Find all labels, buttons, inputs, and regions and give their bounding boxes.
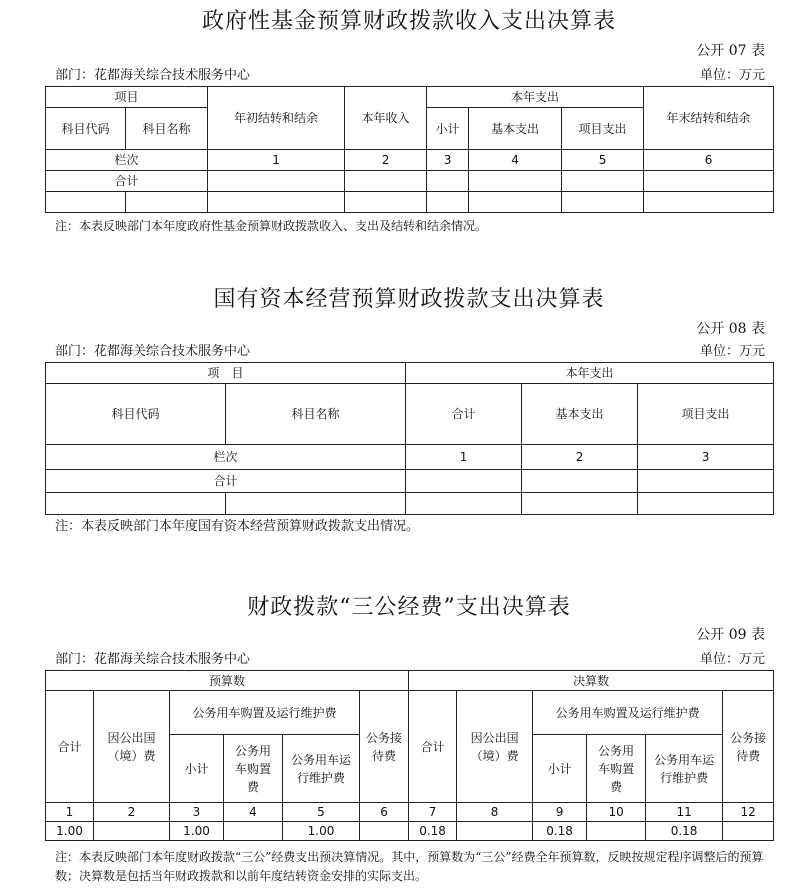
t09-header-budget: 预算数 xyxy=(46,671,409,691)
table09 xyxy=(45,670,774,841)
table07-unit: 单位：万元 xyxy=(699,68,765,83)
t09-header-total: 合计 xyxy=(409,691,457,803)
t09-header-subtotal: 小计 xyxy=(533,735,587,803)
t09-value xyxy=(360,822,409,841)
table09-section xyxy=(45,586,773,890)
table09-title: 财政拨款“三公经费”支出决算表 xyxy=(247,595,571,620)
t08-header-expense: 本年支出 xyxy=(406,363,774,384)
table08-section xyxy=(45,278,773,538)
t09-value: 0.18 xyxy=(533,822,587,841)
t09-col-num: 12 xyxy=(723,803,774,822)
t09-value: 1.00 xyxy=(283,822,360,841)
t08-header-item: 项 目 xyxy=(46,363,406,384)
t09-col-num: 3 xyxy=(170,803,224,822)
table08-note: 注：本表反映部门本年度国有资本经营预算财政拨款支出情况。 xyxy=(55,519,420,534)
t09-header-operation: 公务用车运行维护费 xyxy=(283,735,360,803)
t08-cell xyxy=(522,493,638,515)
table07 xyxy=(45,86,774,213)
t08-cell xyxy=(406,470,522,493)
t09-header-final: 决算数 xyxy=(409,671,774,691)
t07-header-ending: 年末结转和结余 xyxy=(644,87,774,150)
t09-value: 1.00 xyxy=(170,822,224,841)
t08-cell xyxy=(46,493,226,515)
table07-note: 注：本表反映部门本年度政府性基金预算财政拨款收入、支出及结转和结余情况。 xyxy=(55,219,488,233)
t09-col-num: 9 xyxy=(533,803,587,822)
table09-unit: 单位：万元 xyxy=(699,652,765,667)
t09-value: 1.00 xyxy=(46,822,94,841)
t09-col-num: 1 xyxy=(46,803,94,822)
t09-col-num: 2 xyxy=(94,803,170,822)
t09-col-num: 7 xyxy=(409,803,457,822)
t07-cell xyxy=(469,192,562,213)
t09-col-num: 6 xyxy=(360,803,409,822)
t08-header-basic: 基本支出 xyxy=(522,384,638,445)
t08-col-label: 栏次 xyxy=(46,445,406,470)
t07-header-item: 项目 xyxy=(46,87,208,108)
t07-col-num: 2 xyxy=(345,150,427,171)
t07-cell xyxy=(562,192,644,213)
t09-header-abroad: 因公出国（境）费 xyxy=(94,691,170,803)
t08-total-label: 合计 xyxy=(46,470,406,493)
t08-col-num: 3 xyxy=(638,445,774,470)
t07-cell xyxy=(469,171,562,192)
t07-header-expense: 本年支出 xyxy=(427,87,644,108)
t07-cell xyxy=(427,192,469,213)
t09-value xyxy=(224,822,283,841)
t09-col-num: 4 xyxy=(224,803,283,822)
t07-cell xyxy=(427,171,469,192)
t09-value xyxy=(587,822,646,841)
t07-cell xyxy=(644,171,774,192)
t07-header-subtotal: 小计 xyxy=(427,108,469,150)
t09-header-vehicle: 公务用车购置及运行维护费 xyxy=(170,691,360,735)
table07-section xyxy=(45,0,773,240)
t07-col-label: 栏次 xyxy=(46,150,208,171)
table09-department: 部门：花都海关综合技术服务中心 xyxy=(55,652,251,667)
table08-form-no: 公开 08 表 xyxy=(696,321,765,337)
t07-header-project: 项目支出 xyxy=(562,108,644,150)
t08-header-total: 合计 xyxy=(406,384,522,445)
t07-cell xyxy=(208,192,345,213)
table09-note: 注：本表反映部门本年度财政拨款“三公”经费支出预决算情况。其中，预算数为“三公”经费全年预算数，反映按规定程序调整后的预算数；决算数是包括当年财政拨款和以前年度结转资金安排的实际支出。 xyxy=(55,850,764,883)
t09-header-abroad: 因公出国（境）费 xyxy=(457,691,533,803)
table08-title: 国有资本经营预算财政拨款支出决算表 xyxy=(213,287,605,312)
t07-header-income: 本年收入 xyxy=(345,87,427,150)
t09-value xyxy=(94,822,170,841)
t09-value: 0.18 xyxy=(409,822,457,841)
t08-header-code: 科目代码 xyxy=(46,384,226,445)
t09-header-vehicle: 公务用车购置及运行维护费 xyxy=(533,691,723,735)
t07-cell xyxy=(644,192,774,213)
t09-col-num: 8 xyxy=(457,803,533,822)
t08-header-name: 科目名称 xyxy=(226,384,406,445)
table09-form-no: 公开 09 表 xyxy=(696,627,765,643)
table07-form-no: 公开 07 表 xyxy=(696,43,765,59)
t07-cell xyxy=(46,192,126,213)
t09-header-subtotal: 小计 xyxy=(170,735,224,803)
table08-unit: 单位：万元 xyxy=(699,344,765,359)
t08-cell xyxy=(522,470,638,493)
t09-value: 0.18 xyxy=(646,822,723,841)
t09-col-num: 5 xyxy=(283,803,360,822)
t08-cell xyxy=(638,470,774,493)
t08-cell xyxy=(406,493,522,515)
t07-col-num: 1 xyxy=(208,150,345,171)
t09-value xyxy=(723,822,774,841)
t08-header-project: 项目支出 xyxy=(638,384,774,445)
t07-header-basic: 基本支出 xyxy=(469,108,562,150)
t07-cell xyxy=(562,171,644,192)
t07-header-beginning: 年初结转和结余 xyxy=(208,87,345,150)
table08 xyxy=(45,362,774,515)
t08-cell xyxy=(226,493,406,515)
t09-col-num: 10 xyxy=(587,803,646,822)
t09-header-operation: 公务用车运行维护费 xyxy=(646,735,723,803)
table07-title: 政府性基金预算财政拨款收入支出决算表 xyxy=(201,9,616,34)
t07-cell xyxy=(126,192,208,213)
table08-department: 部门：花都海关综合技术服务中心 xyxy=(55,344,251,359)
t07-cell xyxy=(345,171,427,192)
t07-cell xyxy=(345,192,427,213)
t09-header-reception: 公务接待费 xyxy=(360,691,409,803)
t07-col-num: 6 xyxy=(644,150,774,171)
t08-cell xyxy=(638,493,774,515)
t07-header-name: 科目名称 xyxy=(126,108,208,150)
t09-value xyxy=(457,822,533,841)
t09-header-reception: 公务接待费 xyxy=(723,691,774,803)
t08-col-num: 1 xyxy=(406,445,522,470)
t09-header-purchase: 公务用车购置费 xyxy=(587,735,646,803)
t09-header-purchase: 公务用车购置费 xyxy=(224,735,283,803)
t07-header-code: 科目代码 xyxy=(46,108,126,150)
t07-col-num: 4 xyxy=(469,150,562,171)
t07-total-label: 合计 xyxy=(46,171,208,192)
t09-col-num: 11 xyxy=(646,803,723,822)
table07-department: 部门：花都海关综合技术服务中心 xyxy=(55,68,251,83)
t07-col-num: 3 xyxy=(427,150,469,171)
t07-cell xyxy=(208,171,345,192)
t09-header-total: 合计 xyxy=(46,691,94,803)
t07-col-num: 5 xyxy=(562,150,644,171)
t08-col-num: 2 xyxy=(522,445,638,470)
